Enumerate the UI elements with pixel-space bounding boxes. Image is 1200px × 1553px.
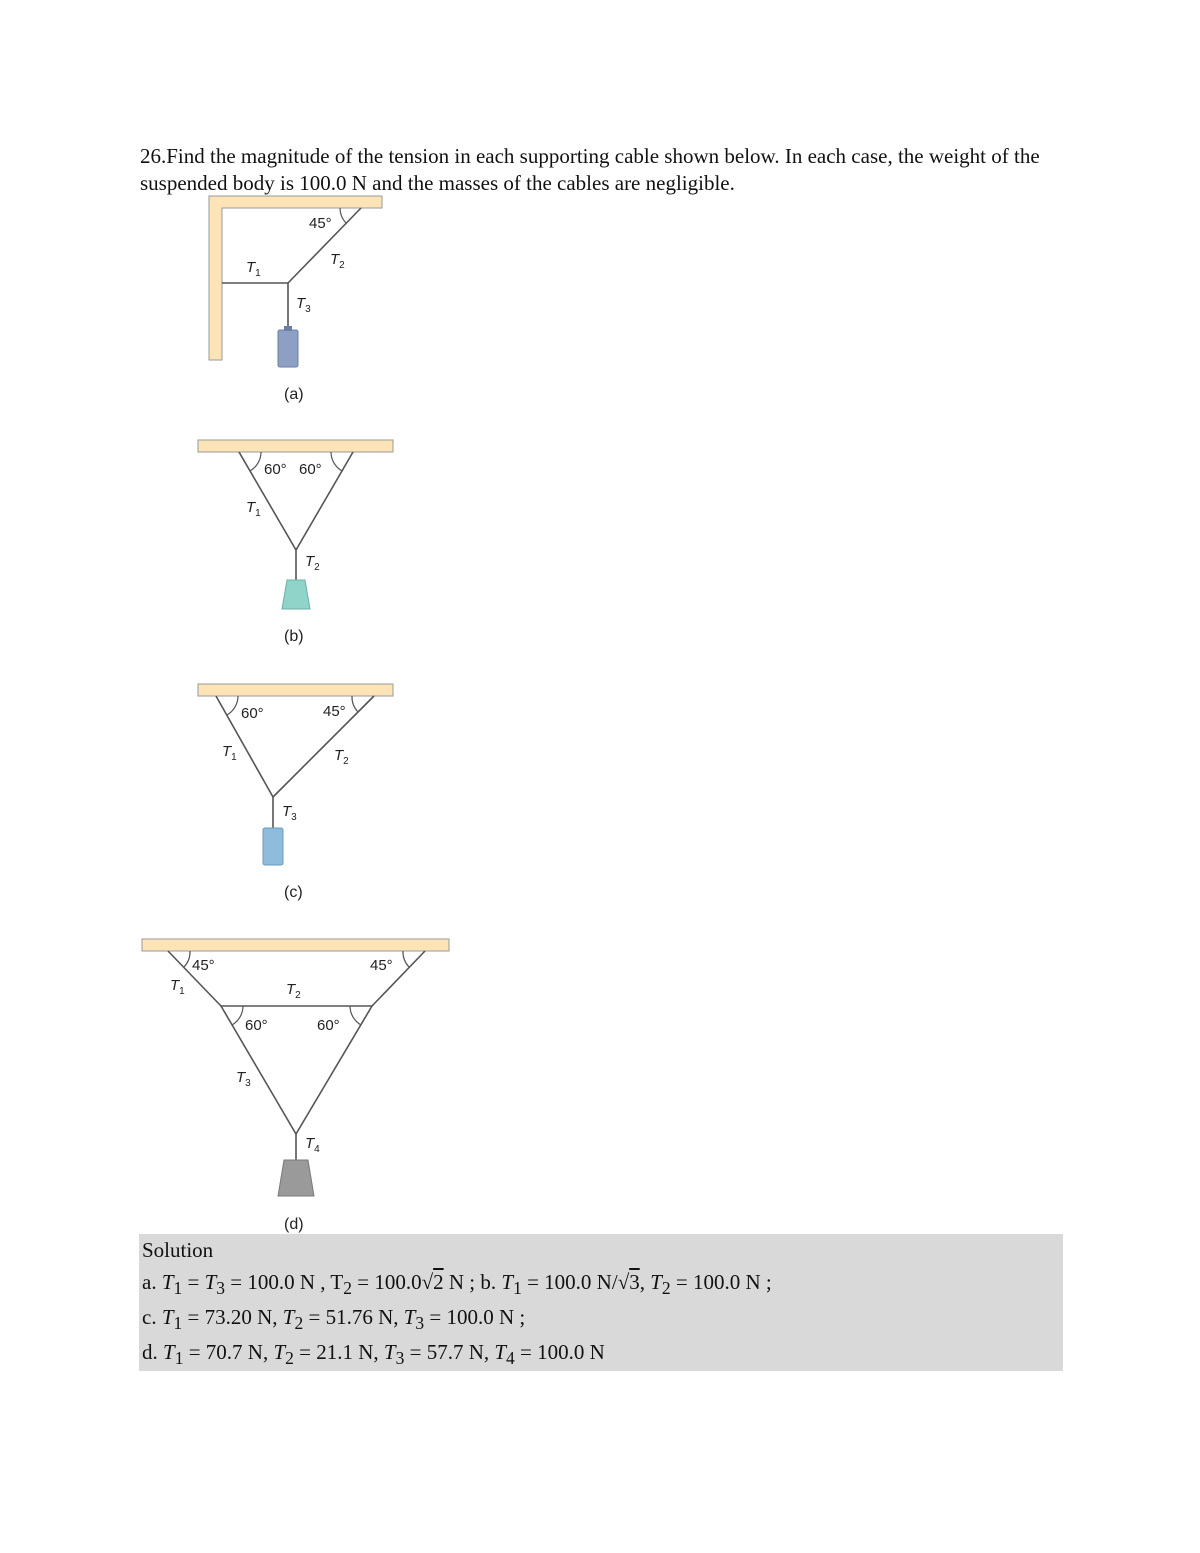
- tension-label: $T_3$: [236, 1069, 251, 1089]
- math-variable: T: [650, 1270, 662, 1294]
- figure-caption: (d): [284, 1216, 304, 1233]
- figure-caption: (a): [284, 386, 304, 403]
- solution-line-d: d. $T_1 = 70.7$ N, $T_2 = 21.1$ N, $T_3 = 57.7$ N, $T_4 = 100.0$ N: [142, 1340, 605, 1369]
- math-subscript: 4: [506, 1348, 515, 1369]
- math-subscript: 2: [285, 1348, 294, 1369]
- problem-statement: 26.Find the magnitude of the tension in each supporting cable shown below. In each case, the weight of the suspended body is 100.0 N and the masses of the cables are negligible.: [140, 144, 1040, 195]
- math-variable: T: [161, 1305, 174, 1329]
- tension-label: $T_1$: [222, 743, 237, 763]
- tension-label: $T_2$: [286, 981, 301, 1001]
- tension-label: $T_1$: [246, 499, 261, 519]
- angle-arc: [403, 951, 409, 967]
- math-subscript: 1: [513, 1278, 522, 1299]
- angle-label: 60°: [245, 1017, 268, 1034]
- angle-label: 45°: [370, 957, 393, 974]
- angle-label: 45°: [309, 215, 332, 232]
- angle-label: 60°: [299, 461, 322, 478]
- math-variable: T: [161, 1270, 174, 1294]
- math-variable: T: [383, 1340, 396, 1364]
- math-subscript: 2: [661, 1278, 671, 1299]
- answer-label: a.: [142, 1270, 162, 1294]
- figure-caption: (b): [284, 628, 304, 645]
- angle-label: 60°: [264, 461, 287, 478]
- angle-arc: [184, 951, 190, 967]
- math-subscript: 2: [343, 1278, 353, 1299]
- tension-label: $T_2$: [305, 553, 320, 573]
- tension-label: $T_2$: [334, 747, 349, 767]
- math-subscript: 1: [174, 1348, 184, 1369]
- angle-arc: [232, 1006, 243, 1025]
- math-variable: T: [204, 1270, 217, 1294]
- angle-arc: [350, 1006, 361, 1025]
- math-subscript: 1: [173, 1313, 183, 1334]
- solution-title: Solution: [142, 1238, 214, 1262]
- math-variable: T: [501, 1270, 514, 1294]
- angle-label: 45°: [323, 703, 346, 720]
- math-subscript: 1: [173, 1278, 183, 1299]
- math-variable: T: [163, 1340, 175, 1364]
- answer-label: d.: [142, 1340, 163, 1364]
- tension-label: $T_2$: [330, 251, 345, 271]
- sqrt-symbol: √: [421, 1270, 434, 1294]
- beam: [142, 939, 449, 951]
- solution-line-c: c. $T_1 = 73.20$ N, $T_2 = 51.76$ N, $T_3 = 100.0$ N ;: [142, 1305, 526, 1334]
- angle-label: 60°: [317, 1017, 340, 1034]
- math-subscript: 3: [415, 1313, 425, 1334]
- answer-label: c.: [142, 1305, 162, 1329]
- math-subscript: 3: [395, 1348, 405, 1369]
- tension-label: $T_3$: [296, 295, 311, 315]
- solution-box: [139, 1234, 1063, 1371]
- weight-block: [278, 1160, 314, 1196]
- tension-label: $T_4$: [305, 1135, 320, 1155]
- tension-label: $T_1$: [246, 259, 261, 279]
- solution-line-a-b: a. $T_1 = T_3 = 100.0$ N , $T_2 = 100.0√2$ N ; b. $T_1 = 100.0$ N/√3, $T_2 = 100.0$ N ;: [142, 1270, 772, 1299]
- math-variable: T: [403, 1305, 416, 1329]
- sqrt-symbol: √: [617, 1270, 630, 1294]
- math-variable: T: [282, 1305, 295, 1329]
- math-variable: T: [494, 1340, 507, 1364]
- tension-label: $T_3$: [282, 803, 297, 823]
- math-subscript: 2: [294, 1313, 304, 1334]
- math-subscript: 3: [216, 1278, 226, 1299]
- tension-label: $T_1$: [170, 977, 185, 997]
- angle-label: 60°: [241, 705, 264, 722]
- angle-label: 45°: [192, 957, 215, 974]
- figure-caption: (c): [284, 884, 303, 901]
- math-variable: T: [273, 1340, 286, 1364]
